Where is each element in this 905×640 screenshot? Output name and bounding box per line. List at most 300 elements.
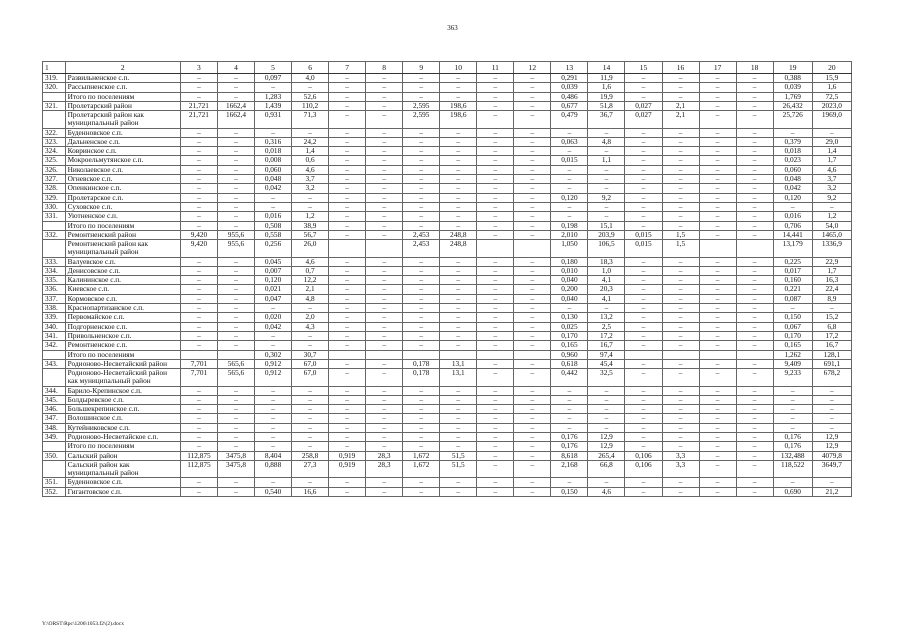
row-number-cell: 346. bbox=[43, 405, 66, 414]
table-row bbox=[43, 257, 852, 266]
value-cell: – bbox=[366, 137, 403, 146]
row-number-cell bbox=[43, 369, 66, 386]
table-row bbox=[43, 487, 852, 496]
row-number-cell: 331. bbox=[43, 212, 66, 221]
value-cell: – bbox=[699, 285, 736, 294]
value-cell: – bbox=[736, 137, 773, 146]
table-header-row bbox=[43, 62, 852, 74]
value-cell: – bbox=[180, 128, 217, 137]
value-cell: – bbox=[180, 193, 217, 202]
value-cell: – bbox=[551, 128, 588, 137]
value-cell: – bbox=[255, 83, 292, 92]
value-cell: – bbox=[180, 147, 217, 156]
value-cell: 28,3 bbox=[366, 460, 403, 477]
value-cell: 13,179 bbox=[773, 240, 812, 257]
value-cell: – bbox=[329, 386, 366, 395]
row-number-cell bbox=[43, 240, 66, 257]
row-name-cell: Первомайское с.п. bbox=[65, 313, 180, 322]
value-cell: – bbox=[736, 221, 773, 230]
value-cell: – bbox=[403, 433, 440, 442]
value-cell: 0,040 bbox=[551, 294, 588, 303]
value-cell: 2,595 bbox=[403, 101, 440, 110]
value-cell: – bbox=[662, 294, 699, 303]
value-cell: 26,0 bbox=[292, 240, 329, 257]
value-cell: 3475,8 bbox=[217, 460, 254, 477]
value-cell: – bbox=[736, 165, 773, 174]
value-cell: – bbox=[440, 478, 477, 487]
value-cell: – bbox=[217, 442, 254, 451]
value-cell: 118,522 bbox=[773, 460, 812, 477]
value-cell: – bbox=[180, 202, 217, 211]
value-cell: 1,6 bbox=[588, 83, 625, 92]
value-cell: – bbox=[588, 414, 625, 423]
value-cell: – bbox=[736, 478, 773, 487]
value-cell: – bbox=[366, 74, 403, 83]
value-cell: – bbox=[514, 147, 551, 156]
value-cell: – bbox=[736, 193, 773, 202]
value-cell: – bbox=[403, 405, 440, 414]
table-row bbox=[43, 313, 852, 322]
value-cell: – bbox=[699, 175, 736, 184]
row-name-cell: Денисовское с.п. bbox=[65, 266, 180, 275]
column-header: 18 bbox=[736, 62, 773, 74]
value-cell: – bbox=[403, 341, 440, 350]
value-cell: – bbox=[366, 221, 403, 230]
value-cell: 0,008 bbox=[255, 156, 292, 165]
value-cell: – bbox=[736, 322, 773, 331]
value-cell: – bbox=[255, 202, 292, 211]
value-cell: – bbox=[329, 83, 366, 92]
value-cell: 0,706 bbox=[773, 221, 812, 230]
value-cell: – bbox=[440, 294, 477, 303]
table-row bbox=[43, 175, 852, 184]
value-cell: 25,726 bbox=[773, 111, 812, 128]
value-cell: 0,007 bbox=[255, 266, 292, 275]
value-cell: 22,9 bbox=[812, 257, 851, 266]
value-cell: – bbox=[699, 212, 736, 221]
value-cell: 1,672 bbox=[403, 451, 440, 460]
value-cell: – bbox=[366, 414, 403, 423]
value-cell: 21,2 bbox=[812, 487, 851, 496]
value-cell bbox=[366, 240, 403, 257]
value-cell: – bbox=[736, 266, 773, 275]
value-cell: – bbox=[329, 111, 366, 128]
value-cell: – bbox=[180, 184, 217, 193]
value-cell: – bbox=[588, 405, 625, 414]
value-cell: – bbox=[625, 433, 662, 442]
value-cell: 0,160 bbox=[773, 276, 812, 285]
value-cell: 203,9 bbox=[588, 230, 625, 239]
value-cell: 0,063 bbox=[551, 137, 588, 146]
value-cell: – bbox=[812, 478, 851, 487]
value-cell: – bbox=[662, 212, 699, 221]
value-cell: 128,1 bbox=[812, 350, 851, 359]
value-cell: – bbox=[217, 478, 254, 487]
value-cell: – bbox=[180, 212, 217, 221]
value-cell: 1,2 bbox=[812, 212, 851, 221]
column-header: 12 bbox=[514, 62, 551, 74]
value-cell: – bbox=[180, 414, 217, 423]
value-cell: 2,1 bbox=[662, 101, 699, 110]
value-cell: – bbox=[329, 257, 366, 266]
value-cell: 9,2 bbox=[588, 193, 625, 202]
value-cell: – bbox=[366, 322, 403, 331]
value-cell: – bbox=[514, 451, 551, 460]
value-cell: – bbox=[699, 414, 736, 423]
value-cell: – bbox=[736, 369, 773, 386]
value-cell: – bbox=[180, 322, 217, 331]
value-cell: 0,039 bbox=[551, 83, 588, 92]
value-cell: 1,5 bbox=[662, 240, 699, 257]
value-cell: – bbox=[699, 276, 736, 285]
value-cell: – bbox=[292, 193, 329, 202]
value-cell: – bbox=[217, 386, 254, 395]
value-cell: – bbox=[812, 414, 851, 423]
table-row bbox=[43, 101, 852, 110]
value-cell: – bbox=[477, 212, 514, 221]
row-name-cell: Буденновское с.п. bbox=[65, 478, 180, 487]
value-cell: 4,6 bbox=[812, 165, 851, 174]
value-cell: – bbox=[514, 184, 551, 193]
value-cell: – bbox=[366, 478, 403, 487]
value-cell: – bbox=[662, 304, 699, 313]
value-cell: – bbox=[366, 433, 403, 442]
value-cell: – bbox=[514, 257, 551, 266]
value-cell: 1,6 bbox=[812, 83, 851, 92]
value-cell: – bbox=[699, 137, 736, 146]
table-row bbox=[43, 341, 852, 350]
value-cell: 21,721 bbox=[180, 101, 217, 110]
value-cell: – bbox=[736, 285, 773, 294]
value-cell: – bbox=[440, 156, 477, 165]
value-cell: 20,3 bbox=[588, 285, 625, 294]
value-cell: – bbox=[292, 442, 329, 451]
value-cell: – bbox=[662, 285, 699, 294]
value-cell: – bbox=[366, 369, 403, 386]
value-cell: – bbox=[329, 184, 366, 193]
value-cell: – bbox=[736, 304, 773, 313]
value-cell: – bbox=[329, 359, 366, 368]
value-cell: – bbox=[625, 221, 662, 230]
value-cell: 0,060 bbox=[773, 165, 812, 174]
value-cell: – bbox=[217, 304, 254, 313]
value-cell: 2,168 bbox=[551, 460, 588, 477]
value-cell: – bbox=[329, 313, 366, 322]
table-row bbox=[43, 433, 852, 442]
row-number-cell: 347. bbox=[43, 414, 66, 423]
row-number-cell: 322. bbox=[43, 128, 66, 137]
value-cell: – bbox=[217, 341, 254, 350]
column-header: 5 bbox=[255, 62, 292, 74]
value-cell: – bbox=[588, 423, 625, 432]
value-cell: – bbox=[217, 212, 254, 221]
value-cell: 4,6 bbox=[588, 487, 625, 496]
row-number-cell: 324. bbox=[43, 147, 66, 156]
table-row bbox=[43, 83, 852, 92]
value-cell: – bbox=[699, 221, 736, 230]
value-cell: – bbox=[551, 423, 588, 432]
value-cell bbox=[180, 350, 217, 359]
value-cell: – bbox=[403, 137, 440, 146]
value-cell: – bbox=[440, 147, 477, 156]
value-cell: – bbox=[440, 165, 477, 174]
value-cell: 67,0 bbox=[292, 359, 329, 368]
value-cell: – bbox=[180, 276, 217, 285]
value-cell: – bbox=[736, 156, 773, 165]
value-cell: – bbox=[736, 359, 773, 368]
value-cell: – bbox=[662, 341, 699, 350]
value-cell: – bbox=[440, 74, 477, 83]
value-cell: – bbox=[217, 423, 254, 432]
value-cell: – bbox=[736, 276, 773, 285]
value-cell: – bbox=[329, 487, 366, 496]
value-cell: – bbox=[366, 230, 403, 239]
value-cell: – bbox=[514, 423, 551, 432]
value-cell: – bbox=[662, 487, 699, 496]
value-cell: – bbox=[366, 92, 403, 101]
value-cell: 51,8 bbox=[588, 101, 625, 110]
value-cell: – bbox=[329, 423, 366, 432]
value-cell: – bbox=[551, 202, 588, 211]
value-cell: – bbox=[440, 423, 477, 432]
value-cell: – bbox=[403, 74, 440, 83]
value-cell: – bbox=[514, 285, 551, 294]
value-cell: 1,7 bbox=[812, 266, 851, 275]
value-cell: 17,2 bbox=[812, 331, 851, 340]
row-name-cell: Мокроельмутянское с.п. bbox=[65, 156, 180, 165]
table-row bbox=[43, 478, 852, 487]
value-cell: 0,021 bbox=[255, 285, 292, 294]
value-cell: 0,130 bbox=[551, 313, 588, 322]
value-cell: 0,170 bbox=[551, 331, 588, 340]
value-cell: – bbox=[329, 442, 366, 451]
value-cell: – bbox=[217, 257, 254, 266]
value-cell: – bbox=[217, 74, 254, 83]
value-cell: – bbox=[551, 147, 588, 156]
value-cell: – bbox=[329, 405, 366, 414]
row-number-cell bbox=[43, 111, 66, 128]
value-cell: – bbox=[773, 304, 812, 313]
value-cell: 97,4 bbox=[588, 350, 625, 359]
value-cell: – bbox=[477, 460, 514, 477]
value-cell: – bbox=[440, 313, 477, 322]
value-cell: 0,015 bbox=[551, 156, 588, 165]
value-cell: – bbox=[736, 460, 773, 477]
value-cell: – bbox=[255, 304, 292, 313]
value-cell: – bbox=[255, 128, 292, 137]
value-cell: 0,379 bbox=[773, 137, 812, 146]
value-cell: – bbox=[625, 128, 662, 137]
value-cell: – bbox=[366, 212, 403, 221]
value-cell: 9,420 bbox=[180, 240, 217, 257]
value-cell: 3,7 bbox=[292, 175, 329, 184]
value-cell: – bbox=[440, 266, 477, 275]
value-cell: – bbox=[366, 442, 403, 451]
column-header: 17 bbox=[699, 62, 736, 74]
value-cell: 0,039 bbox=[773, 83, 812, 92]
value-cell: – bbox=[403, 193, 440, 202]
table-row bbox=[43, 92, 852, 101]
value-cell: – bbox=[329, 221, 366, 230]
value-cell: 2,010 bbox=[551, 230, 588, 239]
row-number-cell: 327. bbox=[43, 175, 66, 184]
table-row bbox=[43, 414, 852, 423]
value-cell: – bbox=[477, 442, 514, 451]
value-cell: – bbox=[366, 386, 403, 395]
value-cell: 0,486 bbox=[551, 92, 588, 101]
value-cell: 15,1 bbox=[588, 221, 625, 230]
value-cell: – bbox=[477, 386, 514, 395]
value-cell: – bbox=[699, 460, 736, 477]
value-cell: 0,888 bbox=[255, 460, 292, 477]
value-cell: – bbox=[477, 451, 514, 460]
value-cell: – bbox=[403, 83, 440, 92]
row-number-cell: 329. bbox=[43, 193, 66, 202]
value-cell: – bbox=[477, 101, 514, 110]
value-cell: – bbox=[625, 83, 662, 92]
table-row bbox=[43, 405, 852, 414]
value-cell: – bbox=[180, 294, 217, 303]
value-cell: – bbox=[255, 478, 292, 487]
row-name-cell: Краснопартизанское с.п. bbox=[65, 304, 180, 313]
table-row bbox=[43, 221, 852, 230]
table-row bbox=[43, 156, 852, 165]
value-cell: – bbox=[440, 405, 477, 414]
value-cell: – bbox=[217, 276, 254, 285]
value-cell: – bbox=[329, 101, 366, 110]
value-cell: – bbox=[477, 423, 514, 432]
value-cell: – bbox=[329, 276, 366, 285]
value-cell: – bbox=[180, 331, 217, 340]
value-cell: 0,170 bbox=[773, 331, 812, 340]
value-cell: 3,2 bbox=[292, 184, 329, 193]
value-cell: – bbox=[477, 175, 514, 184]
row-number-cell: 344. bbox=[43, 386, 66, 395]
value-cell: 13,2 bbox=[588, 313, 625, 322]
value-cell: – bbox=[625, 137, 662, 146]
value-cell: – bbox=[366, 276, 403, 285]
value-cell: – bbox=[329, 341, 366, 350]
value-cell: – bbox=[588, 478, 625, 487]
value-cell: – bbox=[699, 156, 736, 165]
value-cell: – bbox=[329, 395, 366, 404]
value-cell: 8,404 bbox=[255, 451, 292, 460]
value-cell: – bbox=[217, 414, 254, 423]
value-cell: – bbox=[736, 442, 773, 451]
column-header: 2 bbox=[65, 62, 180, 74]
value-cell: – bbox=[625, 331, 662, 340]
value-cell: 4,1 bbox=[588, 294, 625, 303]
table-row bbox=[43, 285, 852, 294]
value-cell: 0,176 bbox=[773, 433, 812, 442]
value-cell: – bbox=[514, 294, 551, 303]
value-cell: – bbox=[477, 193, 514, 202]
value-cell: 0,919 bbox=[329, 451, 366, 460]
value-cell: 0,120 bbox=[255, 276, 292, 285]
row-number-cell: 323. bbox=[43, 137, 66, 146]
value-cell: 9,409 bbox=[773, 359, 812, 368]
value-cell: – bbox=[292, 202, 329, 211]
value-cell: – bbox=[292, 128, 329, 137]
value-cell: – bbox=[514, 156, 551, 165]
row-name-cell: Сальский район как муниципальный район bbox=[65, 460, 180, 477]
value-cell: – bbox=[662, 359, 699, 368]
value-cell: 0,023 bbox=[773, 156, 812, 165]
value-cell: 106,5 bbox=[588, 240, 625, 257]
value-cell: – bbox=[366, 285, 403, 294]
value-cell: – bbox=[662, 322, 699, 331]
value-cell: – bbox=[662, 147, 699, 156]
value-cell: 0,256 bbox=[255, 240, 292, 257]
column-header: 7 bbox=[329, 62, 366, 74]
value-cell: – bbox=[403, 313, 440, 322]
table-row bbox=[43, 460, 852, 477]
value-cell: – bbox=[773, 395, 812, 404]
value-cell: 4,0 bbox=[292, 74, 329, 83]
value-cell: – bbox=[403, 202, 440, 211]
value-cell: – bbox=[217, 184, 254, 193]
value-cell: – bbox=[551, 304, 588, 313]
value-cell: – bbox=[440, 285, 477, 294]
value-cell: – bbox=[217, 313, 254, 322]
value-cell: 66,8 bbox=[588, 460, 625, 477]
value-cell: – bbox=[625, 442, 662, 451]
value-cell: – bbox=[366, 83, 403, 92]
row-name-cell: Барило-Крепинское с.п. bbox=[65, 386, 180, 395]
value-cell bbox=[366, 350, 403, 359]
value-cell: – bbox=[403, 266, 440, 275]
value-cell: – bbox=[217, 193, 254, 202]
value-cell: – bbox=[329, 369, 366, 386]
value-cell bbox=[625, 350, 662, 359]
value-cell: – bbox=[588, 212, 625, 221]
value-cell: – bbox=[217, 156, 254, 165]
value-cell: – bbox=[440, 221, 477, 230]
value-cell: 8,618 bbox=[551, 451, 588, 460]
value-cell: – bbox=[736, 414, 773, 423]
row-name-cell: Волошинское с.п. bbox=[65, 414, 180, 423]
value-cell: – bbox=[329, 331, 366, 340]
value-cell: – bbox=[329, 285, 366, 294]
value-cell: 0,048 bbox=[255, 175, 292, 184]
value-cell: – bbox=[662, 442, 699, 451]
value-cell: – bbox=[514, 359, 551, 368]
value-cell: 4079,8 bbox=[812, 451, 851, 460]
value-cell: 3475,8 bbox=[217, 451, 254, 460]
value-cell: – bbox=[699, 257, 736, 266]
value-cell: 13,1 bbox=[440, 369, 477, 386]
value-cell: 0,087 bbox=[773, 294, 812, 303]
table-row bbox=[43, 423, 852, 432]
value-cell: – bbox=[477, 74, 514, 83]
value-cell: – bbox=[403, 423, 440, 432]
value-cell: – bbox=[477, 369, 514, 386]
value-cell: – bbox=[514, 266, 551, 275]
value-cell: – bbox=[699, 341, 736, 350]
value-cell: 28,3 bbox=[366, 451, 403, 460]
value-cell: – bbox=[440, 395, 477, 404]
value-cell: – bbox=[736, 405, 773, 414]
value-cell: – bbox=[403, 221, 440, 230]
column-header: 3 bbox=[180, 62, 217, 74]
row-name-cell: Родионово-Несветайский район как муниципальный район bbox=[65, 369, 180, 386]
value-cell: – bbox=[625, 257, 662, 266]
value-cell: 1662,4 bbox=[217, 111, 254, 128]
table-row bbox=[43, 184, 852, 193]
value-cell: 1,1 bbox=[588, 156, 625, 165]
table-row bbox=[43, 74, 852, 83]
value-cell: 1,283 bbox=[255, 92, 292, 101]
